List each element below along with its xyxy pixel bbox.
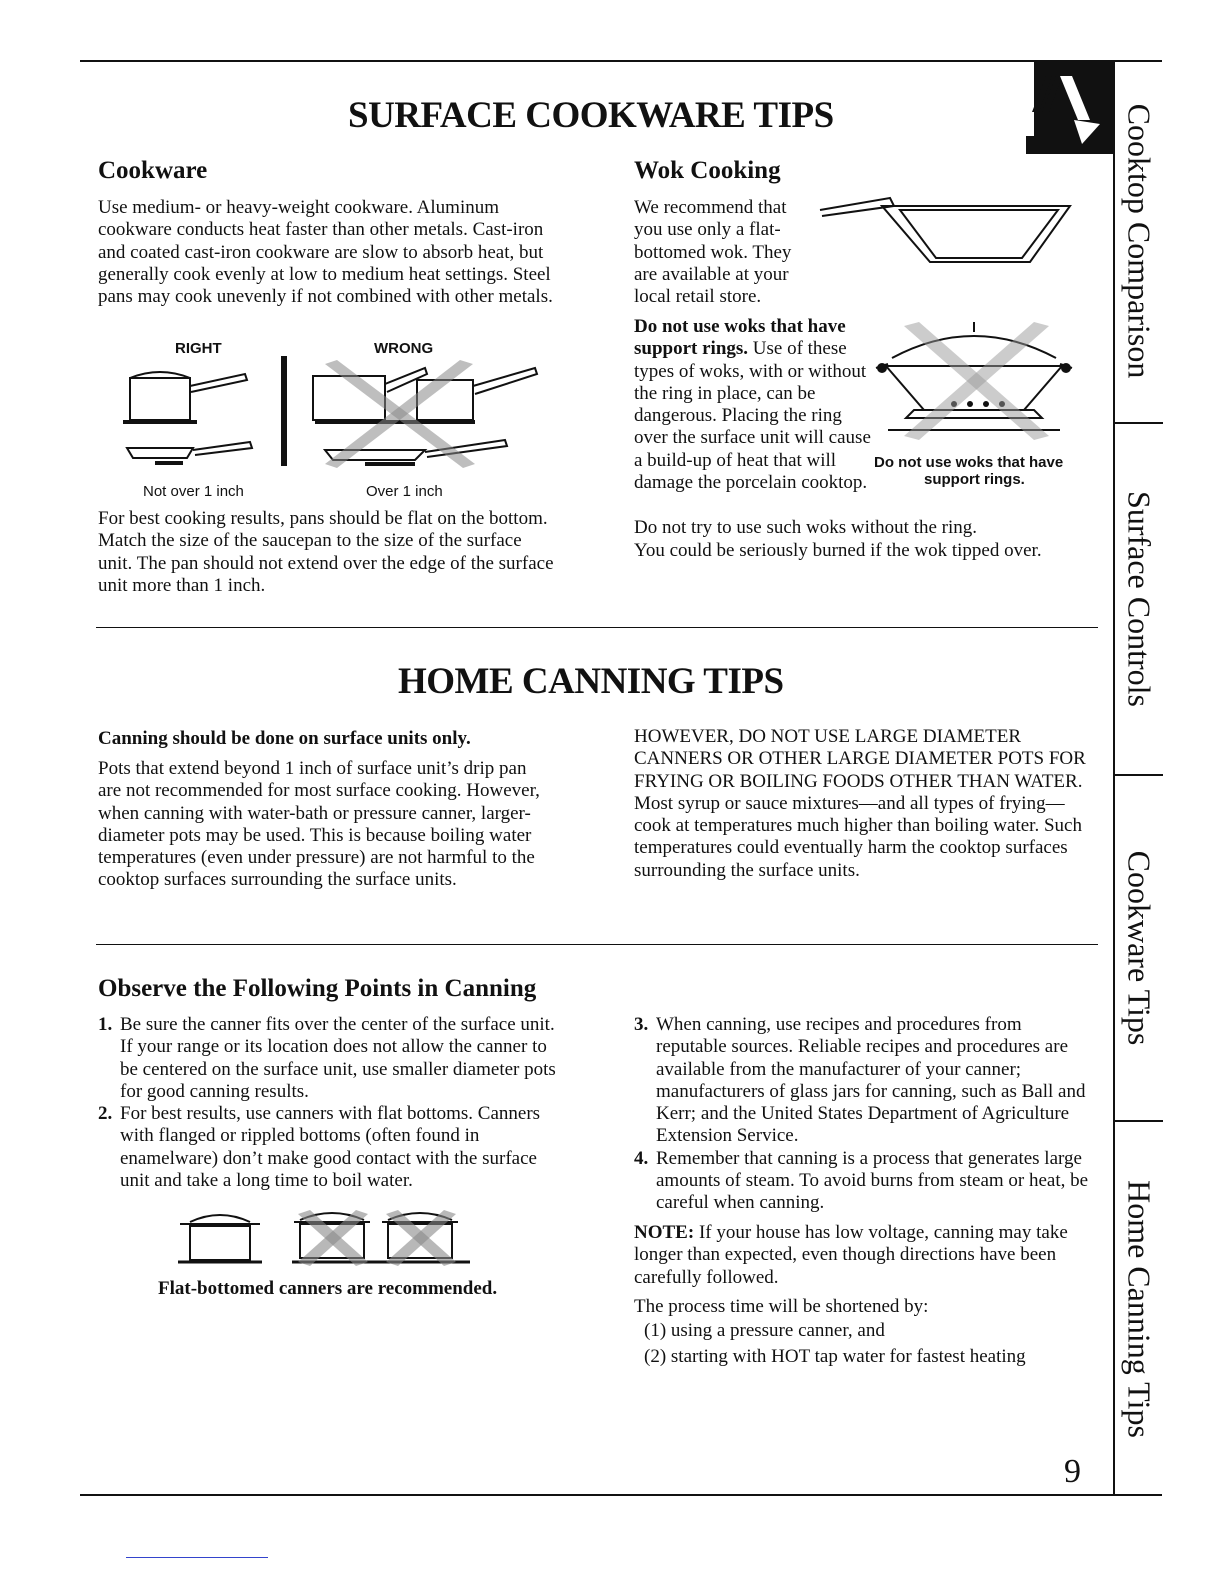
points-list-left xyxy=(98,1014,568,1192)
canner-caption: Flat-bottomed canners are recommended. xyxy=(158,1278,498,1299)
tab-surface-controls[interactable]: Surface Controls xyxy=(1121,491,1158,707)
shortened-text: The process time will be shortened by: xyxy=(634,1296,929,1317)
page-title: SURFACE COOKWARE TIPS xyxy=(348,95,834,136)
list-item: 4. Remember that canning is a process that generates large amounts of steam. To avoid burns from steam or heat, be careful when canning. xyxy=(634,1147,1089,1214)
wok-burn-warning: You could be seriously burned if the wok tipped over. xyxy=(634,540,1042,561)
tab-home-canning-tips[interactable]: Home Canning Tips xyxy=(1121,1180,1158,1438)
tab-cooktop-comparison[interactable]: Cooktop Comparison xyxy=(1121,103,1158,379)
section-divider xyxy=(96,944,1098,945)
flat-wok-illustration xyxy=(812,192,1092,272)
canning-title: HOME CANNING TIPS xyxy=(398,661,784,702)
wok-warning xyxy=(634,316,874,494)
note-paragraph xyxy=(634,1222,1084,1289)
pan-comparison-illustration xyxy=(115,356,545,476)
wok-caption-line2: support rings. xyxy=(924,471,1025,488)
list-item: 2. For best results, use canners with flat bottoms. Canners with flanged or rippled bottoms (often found in enamelware) don’t make good contact with the surface unit and take a long time to boil water. xyxy=(98,1103,541,1192)
brand-logo-icon xyxy=(1012,62,1115,154)
list-item: 3. When canning, use recipes and procedures from reputable sources. Reliable recipes and procedures are available from the manufacturer of your canner; manufacturers of glass jars for canning, such as Ball and Kerr; and the United States Department of Agriculture Extension Service. xyxy=(634,1014,1086,1147)
canning-subhead: Canning should be done on surface units only. xyxy=(98,728,471,749)
canning-warning-rest: Most syrup or sauce mixtures—and all types of frying—cook at temperatures much higher than boiling water. Such temperatures could eventually harm the cooktop surfaces surrounding the surface units. xyxy=(634,792,1082,881)
section-divider xyxy=(96,627,1098,628)
canning-left-text: Pots that extend beyond 1 inch of surface unit’s drip pan are not recommended for most surface cooking. However, when canning with water-bath or pressure canner, larger-diameter pots may be used. This is because boiling water temperatures (even under pressure) are not harmful to the cooktop surfaces surrounding the surface units. xyxy=(98,758,540,891)
tab-cookware-tips[interactable]: Cookware Tips xyxy=(1121,850,1158,1046)
footer-link-underline xyxy=(126,1557,268,1558)
wok-warning-bold: Do not use woks that have support rings. xyxy=(634,316,846,360)
wok-no-ring: Do not try to use such woks without the ring. xyxy=(634,517,978,538)
points-list-right xyxy=(634,1014,1096,1215)
canning-warning xyxy=(634,726,1099,882)
wok-heading: Wok Cooking xyxy=(634,157,781,184)
points-heading: Observe the Following Points in Canning xyxy=(98,975,537,1002)
not-over-label: Not over 1 inch xyxy=(143,483,244,500)
wok-caption-line1: Do not use woks that have xyxy=(874,454,1064,471)
shortened-item-2: (2) starting with HOT tap water for fastest heating xyxy=(644,1346,1026,1367)
bottom-rule xyxy=(80,1494,1162,1496)
over-label: Over 1 inch xyxy=(366,483,443,500)
cookware-flat-text: For best cooking results, pans should be flat on the bottom. Match the size of the saucepan to the size of the surface unit. The pan should not extend over the edge of the surface unit more than 1 inch. xyxy=(98,508,554,596)
list-item: 1. Be sure the canner fits over the center of the surface unit. If your range or its location does not allow the canner to be centered on the surface unit, use smaller diameter pots for good canning results. xyxy=(98,1014,556,1102)
right-label: RIGHT xyxy=(175,340,222,357)
wok-warning-text: Use of these types of woks, with or without the ring in place, can be dangerous. Placing the ring over the surface unit will cause a build-up of heat that will damage the porcelain cooktop. xyxy=(634,338,871,494)
canning-warning-caps: HOWEVER, DO NOT USE LARGE DIAMETER CANNERS OR OTHER LARGE DIAMETER POTS FOR FRYING OR BOILING FOODS OTHER THAN WATER. xyxy=(634,726,1086,792)
shortened-item-1: (1) using a pressure canner, and xyxy=(644,1320,885,1341)
wrong-label: WRONG xyxy=(374,340,434,357)
ring-wok-illustration xyxy=(874,318,1074,448)
wok-recommend: We recommend that you use only a flat-bottomed wok. They are available at your local retail store. xyxy=(634,197,792,308)
cookware-intro: Use medium- or heavy-weight cookware. Aluminum cookware conducts heat faster than other metals. Cast-iron and coated cast-iron cookware are slow to absorb heat, but generally cook evenly at low to medium heat settings. Steel pans may cook unevenly if not combined with other metals. xyxy=(98,197,553,308)
note-label: NOTE: xyxy=(634,1222,695,1243)
note-text: If your house has low voltage, canning may take longer than expected, even though directions have been carefully followed. xyxy=(634,1222,1068,1288)
cookware-heading: Cookware xyxy=(98,157,208,184)
page-number: 9 xyxy=(1064,1453,1081,1490)
top-rule xyxy=(80,60,1162,62)
canner-illustration xyxy=(170,1204,480,1270)
section-tabs xyxy=(1113,60,1163,1496)
